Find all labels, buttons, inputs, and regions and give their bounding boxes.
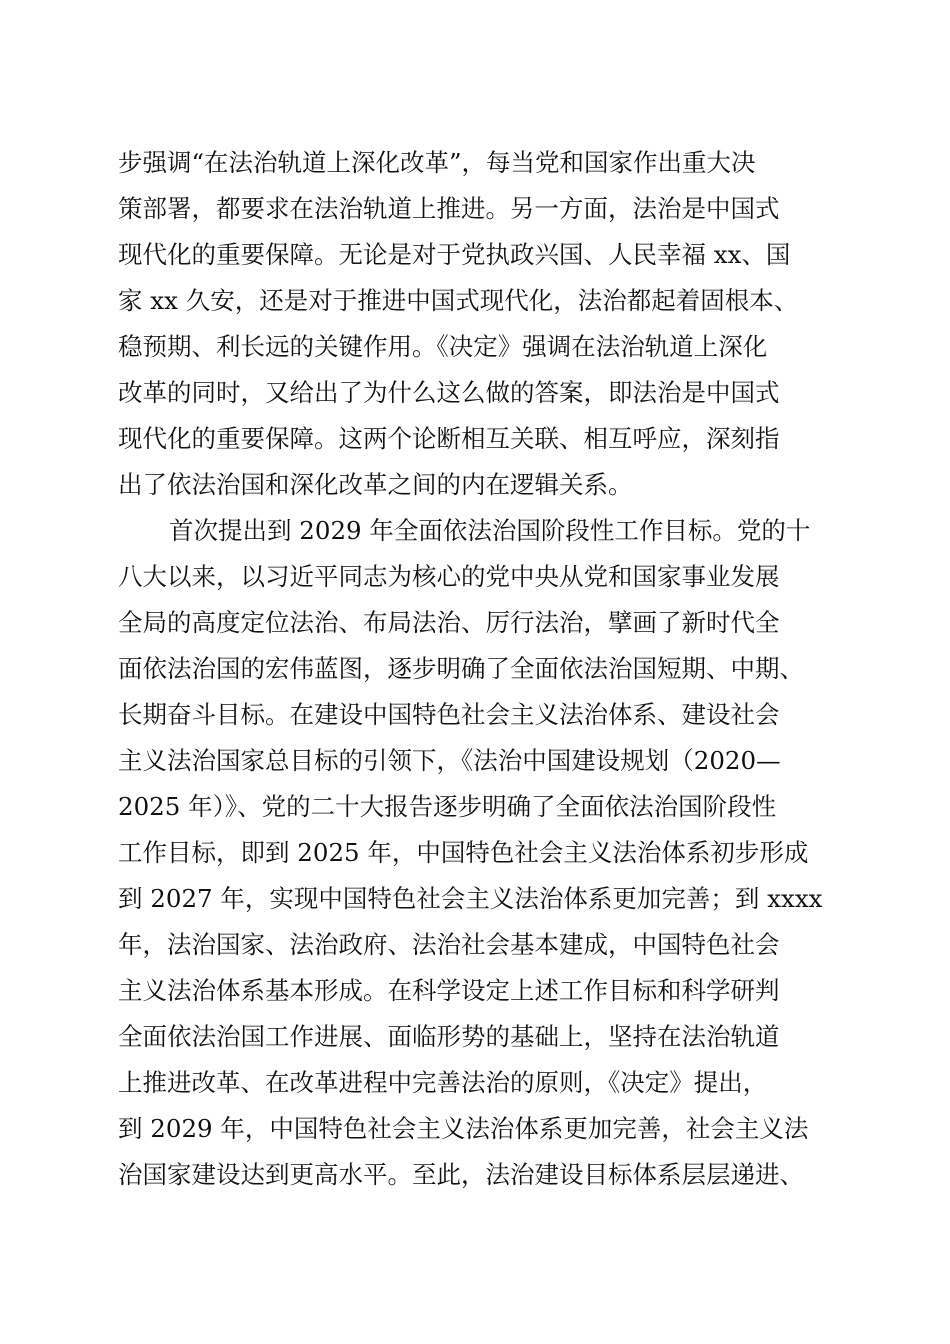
text-line: 年，法治国家、法治政府、法治社会基本建成，中国特色社会 — [118, 930, 780, 959]
text-line: 全局的高度定位法治、布局法治、厉行法治，擘画了新时代全 — [118, 608, 780, 637]
text-line: 上推进改革、在改革进程中完善法治的原则，《决定》提出， — [118, 1068, 768, 1097]
text-line: 家 xx 久安，还是对于推进中国式现代化，法治都起着固根本、 — [118, 286, 799, 315]
text-line: 全面依法治国工作进展、面临形势的基础上，坚持在法治轨道 — [118, 1022, 780, 1051]
text-line: 主义法治国家总目标的引领下，《法治中国建设规划（2020— — [118, 746, 781, 775]
text-line: 到 2029 年，中国特色社会主义法治体系更加完善，社会主义法 — [118, 1114, 809, 1143]
text-line: 策部署，都要求在法治轨道上推进。另一方面，法治是中国式 — [118, 194, 780, 223]
text-line: 步强调“在法治轨道上深化改革”，每当党和国家作出重大决 — [118, 148, 756, 177]
text-line: 八大以来，以习近平同志为核心的党中央从党和国家事业发展 — [118, 562, 780, 591]
text-line: 长期奋斗目标。在建设中国特色社会主义法治体系、建设社会 — [118, 700, 780, 729]
text-line: 出了依法治国和深化改革之间的内在逻辑关系。 — [118, 470, 633, 499]
text-line: 主义法治体系基本形成。在科学设定上述工作目标和科学研判 — [118, 976, 780, 1005]
text-line: 到 2027 年，实现中国特色社会主义法治体系更加完善；到 xxxx — [118, 884, 823, 913]
text-line: 现代化的重要保障。无论是对于党执政兴国、人民幸福 xx、国 — [118, 240, 791, 269]
text-line: 2025 年）》、党的二十大报告逐步明确了全面依法治国阶段性 — [118, 792, 777, 821]
text-line: 面依法治国的宏伟蓝图，逐步明确了全面依法治国短期、中期、 — [118, 654, 804, 683]
text-line: 改革的同时，又给出了为什么这么做的答案，即法治是中国式 — [118, 378, 780, 407]
text-line: 工作目标，即到 2025 年，中国特色社会主义法治体系初步形成 — [118, 838, 809, 867]
text-line: 治国家建设达到更高水平。至此，法治建设目标体系层层递进、 — [118, 1160, 804, 1189]
text-line: 稳预期、利长远的关键作用。《决定》强调在法治轨道上深化 — [118, 332, 768, 361]
text-line: 现代化的重要保障。这两个论断相互关联、相互呼应，深刻指 — [118, 424, 780, 453]
paragraph-first-line: 首次提出到 2029 年全面依法治国阶段性工作目标。党的十 — [169, 516, 811, 545]
